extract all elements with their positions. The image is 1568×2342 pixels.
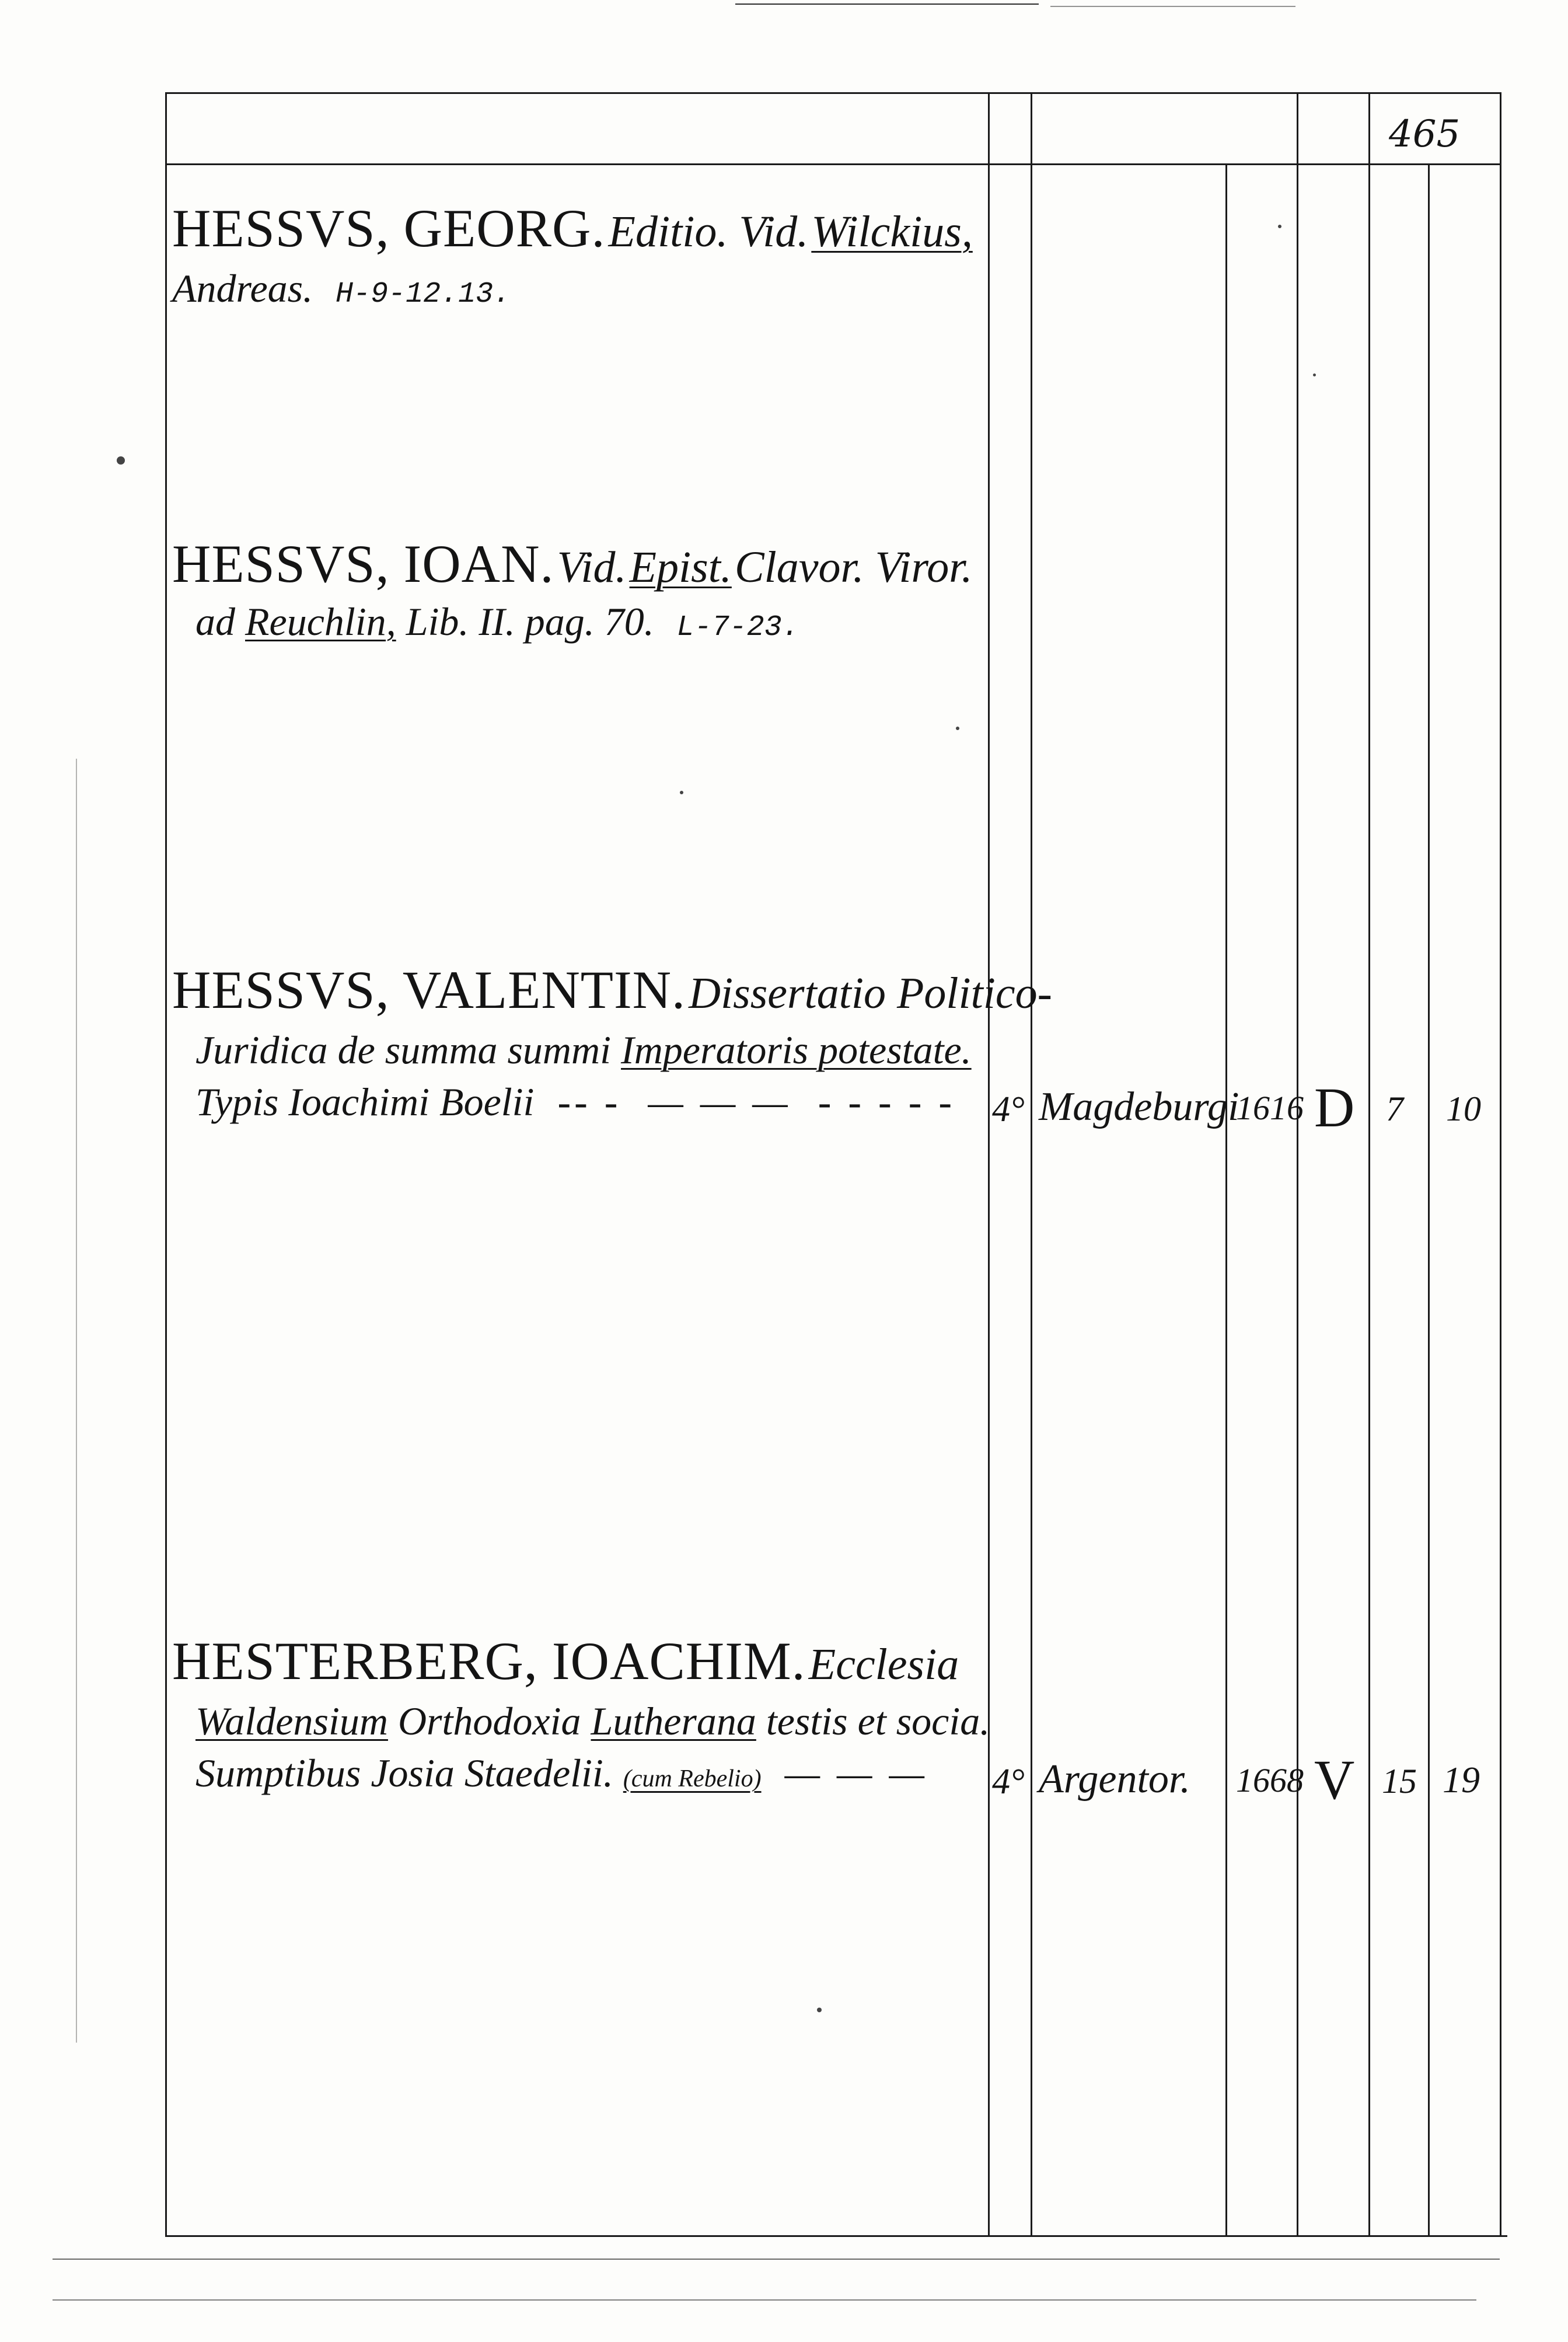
column-rule-format-right xyxy=(1031,92,1032,2237)
top-edge-mark xyxy=(735,4,1039,5)
entry-heading xyxy=(172,960,1052,1020)
reference-prefix: Vid. xyxy=(557,543,627,592)
title-part: testis et socia. xyxy=(766,1699,990,1743)
top-rule xyxy=(165,92,1501,94)
format-cell: 4° xyxy=(992,1090,1025,1129)
catalog-entry xyxy=(172,534,1001,645)
title-line-2 xyxy=(195,1698,1001,1744)
format-cell: 4° xyxy=(992,1762,1025,1802)
ink-speck xyxy=(1278,225,1281,228)
right-margin-rule xyxy=(1500,92,1501,2237)
catalog-entry xyxy=(172,1631,1001,1796)
reference-rest: Clavor. Viror. xyxy=(734,543,973,592)
num2-cell: 10 xyxy=(1446,1090,1481,1128)
title-line-1: Dissertatio Politico- xyxy=(689,969,1052,1018)
ink-dot xyxy=(117,456,125,465)
reference-rest-2: Lib. II. pag. 70. xyxy=(406,599,654,644)
entry-heading xyxy=(172,1631,1001,1691)
header-rule xyxy=(165,163,1501,165)
ink-speck xyxy=(956,727,959,730)
title-line-1: Ecclesia xyxy=(808,1640,959,1689)
imprint-line xyxy=(195,1079,1001,1125)
title-part: Juridica de summa summi xyxy=(195,1028,612,1072)
title-part-underlined: Waldensium xyxy=(195,1699,388,1743)
reference-target xyxy=(811,207,973,256)
entry-line xyxy=(172,266,1001,312)
column-rule-place xyxy=(1225,163,1227,2237)
num1-cell: 15 xyxy=(1382,1762,1417,1800)
lower-margin-rule xyxy=(53,2259,1500,2260)
author-name: HESSVS, IOAN. xyxy=(172,534,554,594)
year-cell: 1616 xyxy=(1236,1089,1304,1127)
entry-heading xyxy=(172,534,1001,594)
title-part-underlined: Lutherana xyxy=(591,1699,756,1743)
reference-target-text: Epist. xyxy=(629,543,732,592)
left-margin-rule xyxy=(165,92,167,2237)
ink-speck xyxy=(680,791,683,794)
author-name: HESSVS, GEORG. xyxy=(172,198,606,258)
year-cell: 1668 xyxy=(1236,1761,1304,1799)
leader-dashes: -- - — — — - - - - - xyxy=(544,1080,955,1124)
column-rule-format-left xyxy=(988,92,990,2237)
column-rule-num1 xyxy=(1428,163,1430,2237)
reference-target-text: Wilckius, xyxy=(811,207,973,256)
leader-dashes: — — — xyxy=(771,1751,928,1795)
bottom-rule xyxy=(165,2235,1507,2237)
letter-cell: D xyxy=(1314,1076,1355,1139)
title-line-2 xyxy=(195,1027,1001,1073)
author-name: HESTERBERG, IOACHIM. xyxy=(172,1631,806,1691)
entry-line xyxy=(195,599,1001,645)
reference-prefix: Editio. Vid. xyxy=(608,207,809,256)
reference-target xyxy=(630,543,732,592)
letter-cell: V xyxy=(1314,1748,1355,1811)
title-part: Orthodoxia xyxy=(397,1699,581,1743)
catalog-entry xyxy=(172,198,1001,312)
ink-speck xyxy=(817,2008,822,2012)
shelfmark: L-7-23. xyxy=(676,611,799,644)
place-cell: Magdeburgi xyxy=(1039,1084,1239,1129)
top-edge-mark-right xyxy=(1050,6,1295,7)
binding-mark xyxy=(76,759,77,2043)
num1-cell: 7 xyxy=(1386,1090,1403,1128)
title-part-underlined: Imperatoris potestate. xyxy=(621,1028,972,1072)
author-name: HESSVS, VALENTIN. xyxy=(172,960,686,1020)
folio-number: 465 xyxy=(1389,113,1461,156)
imprint-note: (cum Rebelio) xyxy=(623,1765,762,1792)
num2-cell: 19 xyxy=(1443,1759,1480,1800)
footer-rule xyxy=(53,2299,1476,2301)
imprint-line xyxy=(195,1750,1001,1796)
column-rule-year xyxy=(1297,92,1298,2237)
catalog-entry xyxy=(172,960,1052,1125)
reference-prefix-2: ad xyxy=(195,599,235,644)
imprint: Sumptibus Josia Staedelii. xyxy=(195,1751,613,1795)
column-rule-letter xyxy=(1368,92,1370,2237)
ink-speck xyxy=(1313,374,1316,376)
reference-target-2: Reuchlin, xyxy=(245,599,396,644)
imprint: Typis Ioachimi Boelii xyxy=(195,1080,535,1124)
shelfmark: H-9-12.13. xyxy=(336,278,511,311)
entry-heading xyxy=(172,198,1001,258)
place-cell: Argentor. xyxy=(1039,1757,1190,1802)
reference-continuation: Andreas. xyxy=(172,266,313,310)
